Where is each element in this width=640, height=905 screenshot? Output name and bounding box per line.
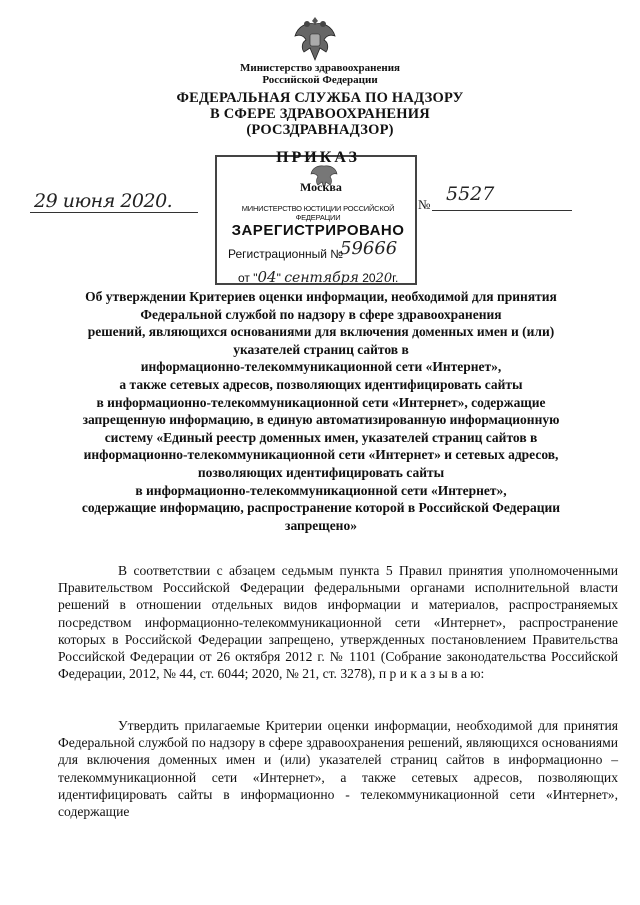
title-line: а также сетевых адресов, позволяющих идентифицировать сайты xyxy=(119,376,523,392)
title-line: запрещено» xyxy=(285,517,357,533)
stamp-from-day: 04 xyxy=(257,268,277,286)
title-line: Об утверждении Критериев оценки информации, необходимой для принятия xyxy=(85,289,557,304)
stamp-ministry: МИНИСТЕРСТВО ЮСТИЦИИ РОССИЙСКОЙ ФЕДЕРАЦИИ xyxy=(241,204,395,222)
service-name-line2: В СФЕРЕ ЗДРАВООХРАНЕНИЯ xyxy=(210,106,430,122)
stamp-reg-label: Регистрационный № xyxy=(228,247,344,261)
stamp-from-month: сентября xyxy=(284,270,359,286)
service-name-line1: ФЕДЕРАЛЬНАЯ СЛУЖБА ПО НАДЗОРУ xyxy=(176,90,464,106)
title-line: информационно-телекоммуникационной сети «Интернет», xyxy=(140,359,502,375)
order-date: 29 июня 2020. xyxy=(34,190,173,212)
body-paragraph-2 xyxy=(58,717,618,820)
order-type: ПРИКАЗ xyxy=(276,149,360,166)
stamp-date xyxy=(238,268,398,286)
title-line: в информационно-телекоммуникационной сети «Интернет», xyxy=(135,482,507,498)
stamp-from-year: 20 xyxy=(375,271,393,286)
number-underline xyxy=(432,210,572,211)
stamp-from-year-prefix: 20 xyxy=(362,271,376,285)
title-line: содержащие информацию, распространение которой в Российской Федерации xyxy=(81,500,561,516)
stamp-from-prefix: от " xyxy=(238,271,258,285)
title-line: указателей страниц сайтов в xyxy=(233,341,409,357)
title-line: информационно-телекоммуникационной сети «Интернет» и сетевых адресов, xyxy=(83,447,559,463)
title-line: решений, являющихся основаниями для включения доменных имен и (или) xyxy=(87,324,555,340)
service-name-line3: (РОСЗДРАВНАДЗОР) xyxy=(246,122,394,138)
stamp-reg-number: 59666 xyxy=(340,238,398,259)
date-underline xyxy=(30,212,198,213)
order-title xyxy=(40,288,602,534)
coat-of-arms-emblem xyxy=(292,14,338,64)
paragraph-2-text: Утвердить прилагаемые Критерии оценки информации, необходимой для принятия Федеральной службой по надзору в сфере здравоохранения решений, являющихся основаниями для включения доменных имен и (или) указателей страниц сайтов в информационно – телекоммуникационной сети «Интернет», а также сетевых адресов, позволяющих идентифицировать сайты в информационно - телекоммуникационной сети «Интернет», содержащие xyxy=(58,718,618,820)
title-line: систему «Единый реестр доменных имен, указателей страниц сайтов в xyxy=(104,429,538,445)
title-line: Федеральной службой по надзору в сфере здравоохранения xyxy=(140,306,502,322)
order-number: 5527 xyxy=(446,183,495,205)
paragraph-1-text: В соответствии с абзацем седьмым пункта 5 Правил принятия уполномоченными Правительством Российской Федерации федеральными органами исполнительной власти решений в отношении отдельных видов информации и материалов, распространяемых посредством информационно-телекоммуникационной сети «Интернет», распространение которых в Российской Федерации запрещено, утвержденных постановлением Правительства Российской Федерации от 26 октября 2012 г. № 1101 (Собрание законодательства Российской Федерации, 2012, № 44, ст. 6044; 2020, № 21, ст. 3278), п р и к а з ы в а ю: xyxy=(58,563,618,682)
title-line: в информационно-телекоммуникационной сети «Интернет», содержащие xyxy=(96,394,546,410)
stamp-from-suffix: г. xyxy=(392,271,399,285)
order-number-label: № xyxy=(418,197,431,212)
body-paragraph-1 xyxy=(58,562,618,682)
order-city: Москва xyxy=(300,180,342,194)
ministry-name-line1: Министерство здравоохранения xyxy=(239,62,401,74)
stamp-registered: ЗАРЕГИСТРИРОВАНО xyxy=(231,222,405,239)
stamp-from-mid: " xyxy=(276,271,281,285)
title-line: позволяющих идентифицировать сайты xyxy=(197,464,445,480)
ministry-name-line2: Российской Федерации xyxy=(262,74,378,86)
title-line: запрещенную информацию, в единую автоматизированную информационную xyxy=(82,412,560,428)
